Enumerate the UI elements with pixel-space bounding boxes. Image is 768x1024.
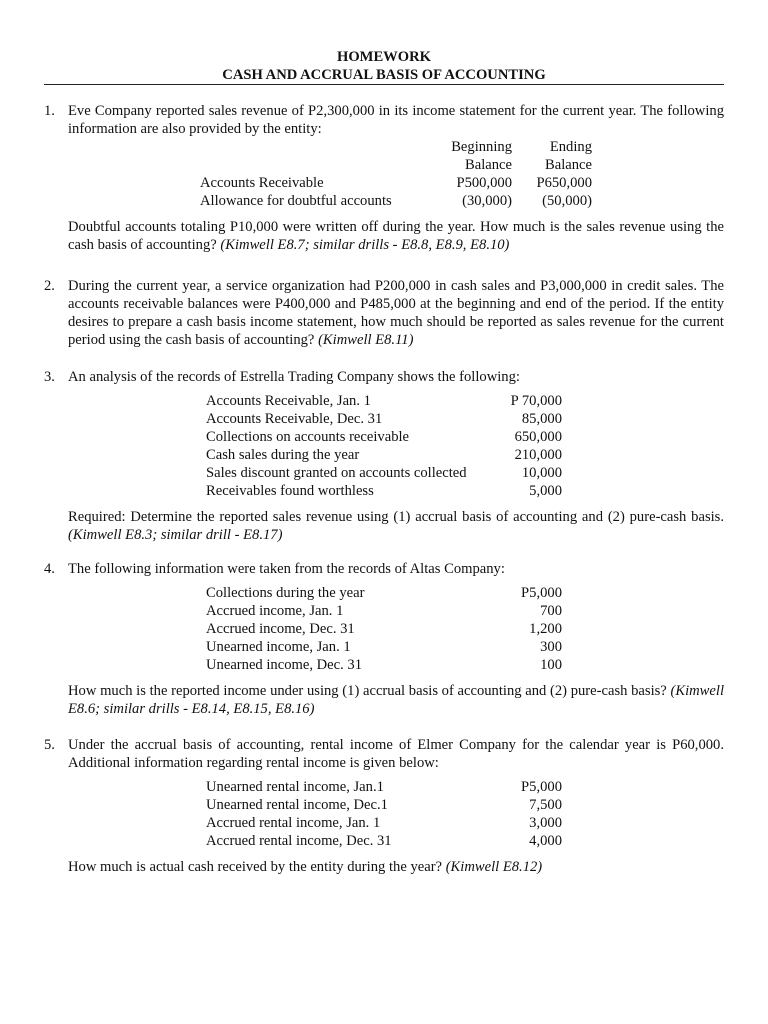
document-title: HOMEWORK [336, 49, 432, 65]
data-list [68, 584, 724, 674]
question-intro: Under the accrual basis of accounting, rental income of Elmer Company for the calendar year is P60,000. Additional information regarding rental income is given below: [68, 737, 724, 771]
question-intro: The following information were taken from the records of Altas Company: [68, 561, 505, 577]
list-item: Unearned income, Jan. 1 300 [206, 639, 562, 655]
question-1 [44, 102, 724, 254]
list-item: Accounts Receivable, Jan. 1 P 70,000 [206, 393, 562, 409]
question-2 [44, 277, 724, 349]
question-number: 3. [44, 369, 55, 385]
list-item: Accrued income, Dec. 31 1,200 [206, 621, 562, 637]
reference: (Kimwell E8.11) [318, 332, 414, 348]
header-beginning-balance: Balance [465, 157, 512, 173]
list-item: Accrued rental income, Jan. 1 3,000 [206, 815, 562, 831]
reference: (Kimwell E8.3; similar drill - E8.17) [68, 527, 283, 543]
row-ending: P650,000 [536, 175, 592, 191]
question-4 [44, 560, 724, 718]
header-beginning: Beginning [451, 139, 512, 155]
list-item: Sales discount granted on accounts collected 10,000 [206, 465, 562, 481]
list-item: Unearned income, Dec. 31 100 [206, 657, 562, 673]
list-item: Accrued income, Jan. 1 700 [206, 603, 562, 619]
balance-table [68, 174, 724, 210]
reference: (Kimwell E8.7; similar drills - E8.8, E8.9, E8.10) [220, 237, 510, 253]
reference: (Kimwell E8.6; similar drills - E8.14, E8.15, E8.16) [68, 683, 724, 717]
reference: (Kimwell E8.12) [445, 859, 543, 875]
question-text: Doubtful accounts totaling P10,000 were written off during the year. How much is the sales revenue using the cash basis of accounting? (Kimwell E8.7; similar drills - E8.8, E8.9, E8.10) [68, 219, 724, 253]
list-item: Collections on accounts receivable 650,000 [206, 429, 562, 445]
row-label: Allowance for doubtful accounts [200, 193, 392, 209]
table-row [68, 174, 724, 192]
question-text: Required: Determine the reported sales revenue using (1) accrual basis of accounting and (2) pure-cash basis. (Kimwell E8.3; similar drill - E8.17) [68, 509, 724, 543]
list-item: Unearned rental income, Dec.1 7,500 [206, 797, 562, 813]
question-number: 2. [44, 278, 55, 294]
data-list [68, 778, 724, 850]
balance-table-header [68, 138, 724, 174]
header-ending: Ending [549, 139, 592, 155]
document-header [44, 48, 724, 84]
question-number: 1. [44, 103, 55, 119]
row-beginning: P500,000 [456, 175, 512, 191]
question-3 [44, 368, 724, 544]
data-list [68, 392, 724, 500]
row-ending: (50,000) [542, 193, 592, 209]
question-text: How much is the reported income under using (1) accrual basis of accounting and (2) pure-cash basis? (Kimwell E8.6; similar drills - E8.14, E8.15, E8.16) [68, 683, 724, 717]
question-intro: Eve Company reported sales revenue of P2,300,000 in its income statement for the current year. The following information are also provided by the entity: [68, 103, 724, 137]
header-ending-balance: Balance [545, 157, 592, 173]
list-item: Accrued rental income, Dec. 31 4,000 [206, 833, 562, 849]
question-intro: An analysis of the records of Estrella Trading Company shows the following: [68, 369, 520, 385]
list-item: Cash sales during the year 210,000 [206, 447, 562, 463]
question-number: 4. [44, 561, 55, 577]
question-number: 5. [44, 737, 55, 753]
list-item: Accounts Receivable, Dec. 31 85,000 [206, 411, 562, 427]
list-item: Collections during the year P5,000 [206, 585, 562, 601]
row-beginning: (30,000) [462, 193, 512, 209]
list-item: Receivables found worthless 5,000 [206, 483, 562, 499]
question-text: During the current year, a service organization had P200,000 in cash sales and P3,000,000 in credit sales. The accounts receivable balances were P400,000 and P485,000 at the beginning and end of the period. If the entity desires to prepare a cash basis income statement, how much should be reported as sales revenue for the current period using the cash basis of accounting? (Kimwell E8.11) [68, 278, 724, 348]
document-subtitle: CASH AND ACCRUAL BASIS OF ACCOUNTING [222, 67, 546, 83]
table-row [68, 192, 724, 210]
question-5 [44, 736, 724, 876]
row-label: Accounts Receivable [200, 175, 324, 191]
header-rule [44, 84, 724, 85]
question-text: How much is actual cash received by the entity during the year? (Kimwell E8.12) [68, 859, 543, 875]
list-item: Unearned rental income, Jan.1 P5,000 [206, 779, 562, 795]
